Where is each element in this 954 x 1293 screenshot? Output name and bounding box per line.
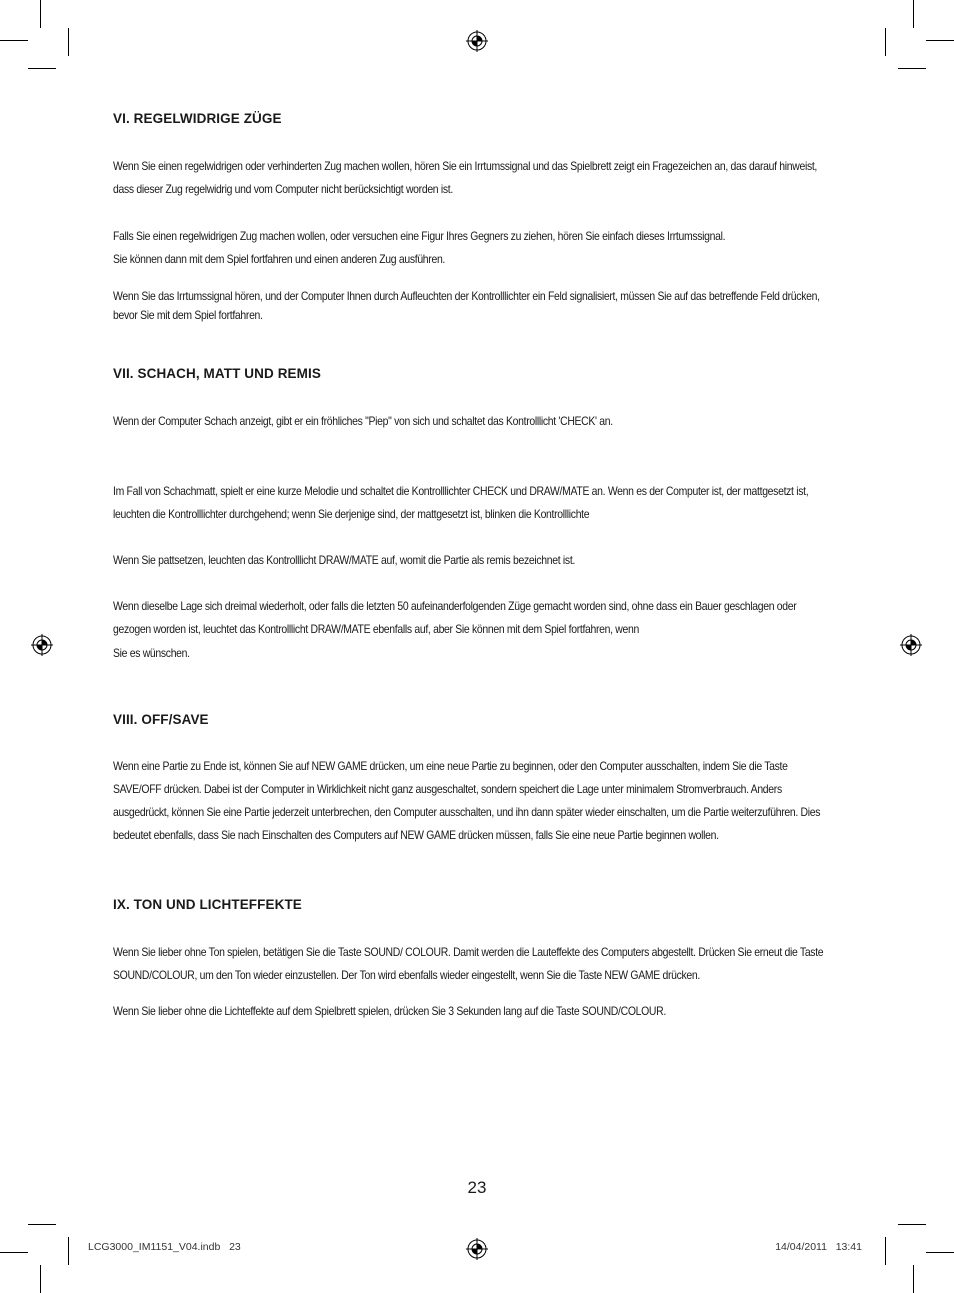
section-heading: IX. TON UND LICHTEFFEKTE — [113, 897, 302, 912]
crop-mark — [0, 1252, 28, 1253]
footer-filename: LCG3000_IM1151_V04.indb 23 — [88, 1241, 241, 1253]
crop-mark — [926, 1252, 954, 1253]
crop-mark — [40, 1265, 41, 1293]
crop-mark — [913, 1265, 914, 1293]
crop-mark — [913, 0, 914, 28]
paragraph: Wenn Sie pattsetzen, leuchten das Kontrolllicht DRAW/MATE auf, womit die Partie als remis bezeichnet ist. — [113, 554, 576, 567]
crop-mark — [0, 40, 28, 41]
crop-mark — [898, 1224, 926, 1225]
registration-mark-icon — [900, 634, 922, 656]
paragraph: Wenn dieselbe Lage sich dreimal wiederholt, oder falls die letzten 50 aufeinanderfolgenden Züge gemacht worden sind, ohne dass ein Bauer geschlagen oder gezogen worden ist, leuchtet das Kontrolllicht DRAW/MATE ebenfalls auf, aber Sie können mit dem Spiel fortfahren, wenn — [113, 600, 797, 636]
crop-mark — [40, 0, 41, 28]
registration-mark-icon — [466, 1238, 488, 1260]
footer-timestamp: 14/04/2011 13:41 — [775, 1241, 862, 1253]
registration-mark-icon — [31, 634, 53, 656]
paragraph: Wenn Sie das Irrtumssignal hören, und der Computer Ihnen durch Aufleuchten der Kontrolllichter ein Feld signalisiert, müssen Sie auf das betreffende Feld drücken, bevor Sie mit dem Spiel fortfahren. — [113, 290, 820, 322]
crop-mark — [885, 1237, 886, 1265]
section-heading: VII. SCHACH, MATT UND REMIS — [113, 366, 321, 381]
paragraph: Falls Sie einen regelwidrigen Zug machen wollen, oder versuchen eine Figur Ihres Gegners zu ziehen, hören Sie einfach dieses Irrtumssignal. — [113, 230, 726, 243]
paragraph: Wenn eine Partie zu Ende ist, können Sie auf NEW GAME drücken, um eine neue Partie zu beginnen, oder den Computer ausschalten, indem Sie die Taste SAVE/OFF drücken. Dabei ist der Computer in Wirklichkeit nicht ganz ausgeschaltet, sondern speichert die Lage unter minimalem Stromverbrauch. Anders ausgedrückt, können Sie eine Partie jederzeit unterbrechen, den Computer ausschalten, und ihn dann später wieder einschalten, um die Partie weiterzuführen. Dies bedeutet ebenfalls, dass Sie nach Einschalten des Computers auf NEW GAME drücken müssen, falls Sie eine neue Partie beginnen wollen. — [113, 760, 821, 842]
crop-mark — [28, 1224, 56, 1225]
paragraph: Wenn der Computer Schach anzeigt, gibt er ein fröhliches "Piep" von sich und schaltet das Kontrolllicht 'CHECK' an. — [113, 415, 613, 428]
paragraph: Wenn Sie einen regelwidrigen oder verhinderten Zug machen wollen, hören Sie ein Irrtumssignal und das Spielbrett zeigt ein Fragezeichen an, das darauf hinweist, dass dieser Zug regelwidrig und vom Computer nicht berücksichtigt worden ist. — [113, 160, 818, 196]
crop-mark — [885, 28, 886, 56]
crop-mark — [68, 1237, 69, 1265]
section-heading: VIII. OFF/SAVE — [113, 712, 209, 727]
paragraph: Wenn Sie lieber ohne Ton spielen, betätigen Sie die Taste SOUND/ COLOUR. Damit werden die Lauteffekte des Computers abgestellt. Drücken Sie erneut die Taste SOUND/COLOUR, um den Ton wieder einzustellen. Der Ton wird ebenfalls wieder eingestellt, wenn Sie die Taste NEW GAME drücken. — [113, 946, 824, 982]
paragraph: Wenn Sie lieber ohne die Lichteffekte auf dem Spielbrett spielen, drücken Sie 3 Sekunden lang auf die Taste SOUND/COLOUR. — [113, 1005, 666, 1018]
crop-mark — [28, 68, 56, 69]
crop-mark — [926, 40, 954, 41]
paragraph: Sie können dann mit dem Spiel fortfahren und einen anderen Zug ausführen. — [113, 253, 446, 266]
paragraph: Im Fall von Schachmatt, spielt er eine kurze Melodie und schaltet die Kontrolllichter CHECK und DRAW/MATE an. Wenn es der Computer ist, der mattgesetzt ist, leuchten die Kontrolllichter durchgehend; wenn Sie derjenige sind, der mattgesetzt ist, blinken die Kontrolllichte — [113, 485, 809, 521]
registration-mark-icon — [466, 30, 488, 52]
section-heading: VI. REGELWIDRIGE ZÜGE — [113, 111, 282, 126]
page-number: 23 — [467, 1178, 487, 1197]
paragraph: Sie es wünschen. — [113, 647, 190, 660]
crop-mark — [898, 68, 926, 69]
crop-mark — [68, 28, 69, 56]
